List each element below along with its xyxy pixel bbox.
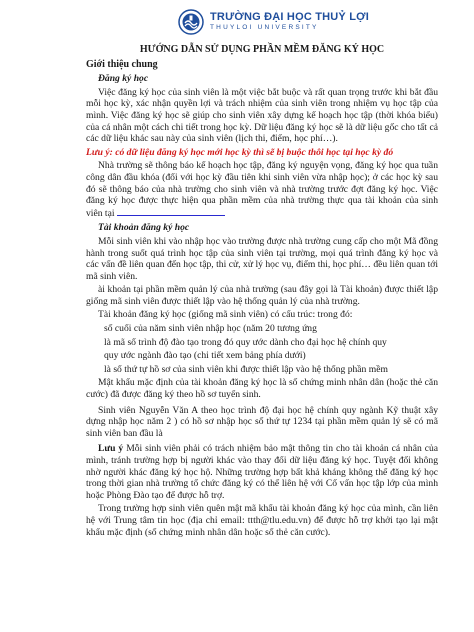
paragraph-student-id: Mỗi sinh viên khi vào nhập học vào trường được nhà trường cung cấp cho một Mã đồng hành trong suốt quá trình học tập của sinh viên tại trường, mọi quá trình đăng ký học và các vấn đề liên quan đến học tập, thi cử, xử lý học vụ, điểm thi, học phí… đều liên quan tới mã sinh viên. [86,235,438,282]
subsection-heading-registration: Đăng ký học [98,73,149,85]
document-title: HƯỚNG DẪN SỬ DỤNG PHẦN MỀM ĐĂNG KÝ HỌC [139,44,385,55]
list-item: số cuối của năm sinh viên nhập học (năm 20 tương ứng [104,323,317,335]
paragraph-password: Mật khẩu mặc định của tài khoản đăng ký học là số chứng minh nhân dân (hoặc thẻ căn cước) đã được đăng ký theo hồ sơ tuyển sinh. [86,377,438,401]
list-item: là số thứ tự hồ sơ của sinh viên khi được thiết lập vào hệ thống phần mềm [104,363,388,375]
paragraph-example: Sinh viên Nguyễn Văn A theo học trình độ đại học hệ chính quy ngành Kỹ thuật xây dựng nhập học năm 2 ) có hồ sơ nhập học số thứ tự 1234 tại phần mềm quản lý sẽ có mã sinh viên ban đầu là [86,404,438,439]
paragraph-structure: Tài khoản đăng ký học (giống mã sinh viên) có cấu trúc: trong đó: [98,309,353,321]
paragraph-schedule-text: Nhà trường sẽ thông báo kế hoạch học tập, đăng ký nguyện vọng, đăng ký học qua tuần công dân đầu khóa (đối với học kỳ đầu tiên khi sinh viên vừa nhập học); ở các học kỳ sau đó sẽ thông báo của nhà trường cho sinh viên và nhà trường trước đợt đăng ký học. Việc đăng ký học được thực hiện qua phần mềm của nhà trường thực qua tài khoản của sinh viên tại [86,160,438,219]
note-paragraph [86,147,438,159]
list-item: là mã số trình độ đào tạo trong đó quy ước dành cho đại học hệ chính quy [104,336,387,348]
university-name-en: THUYLOI UNIVERSITY [210,24,319,32]
paragraph-registration: Việc đăng ký học của sinh viên là một việc bắt buộc và rất quan trọng trước khi bắt đầu mỗi học kỳ, xác nhận quyền lợi và trách nhiệm của sinh viên trong nhiệm vụ học tập của mình. Việc đăng ký học sẽ giúp cho sinh viên xây dựng kế hoạch học tập (thời khóa biểu) của cá nhân một cách chi tiết trong học kỳ. Dữ liệu đăng ký học sẽ là dữ liệu gốc cho tất cả các dữ liệu khác sau này của sinh viên (lịch thi, điểm, học phí…). [86,86,438,145]
note2-label: Lưu ý [98,443,124,455]
paragraph-password-reset: Trong trường hợp sinh viên quên mật mã khẩu tài khoản đăng ký học của mình, cần liên hệ với Trung tâm tin học (địa chỉ email: ttth@tlu.edu.vn) để được hỗ trợ khởi tạo lại mật khẩu mặc định (số chứng minh nhân dân hoặc số thẻ căn cước). [86,503,438,538]
paragraph-account: ài khoản tại phần mềm quản lý của nhà trường (sau đây gọi là Tài khoản) được thiết lập giống mã sinh viên được thiết lập vào hệ thống quản lý của nhà trường. [86,284,438,307]
list-item: quy ước ngành đào tạo (chi tiết xem bảng phía dưới) [104,350,306,362]
note2-text: Mỗi sinh viên phải có trách nhiệm bảo mật thông tin cho tài khoản cá nhân của mình, tránh trường hợp bị người khác vào thay đổi dữ liệu đăng ký học. Tuyệt đối không nhờ người khác đăng ký học hộ. Những trường hợp bất khả kháng không thể đăng ký học trong thời gian nhà trường tổ chức đăng ký có thể liên hệ với Cố vấn học tập lớp của mình hoặc Phòng Đào tạo để được hỗ trợ. [86,443,439,501]
university-header [178,8,468,36]
note2-paragraph [86,443,438,501]
structure-list [86,323,438,375]
document-body [86,44,438,540]
university-logo-icon [178,9,204,35]
subsection-heading-account: Tài khoản đăng ký học [98,222,190,234]
section-heading-intro: Giới thiệu chung [86,58,158,70]
paragraph-schedule [86,160,438,219]
note-label: Lưu ý: [86,146,113,158]
note-text: có dữ liệu đăng ký học mới học kỳ thì sẽ bị buộc thôi học tại học kỳ đó [115,146,394,158]
link-placeholder[interactable] [117,207,225,216]
university-name: TRƯỜNG ĐẠI HỌC THUỶ LỢI [210,11,369,24]
